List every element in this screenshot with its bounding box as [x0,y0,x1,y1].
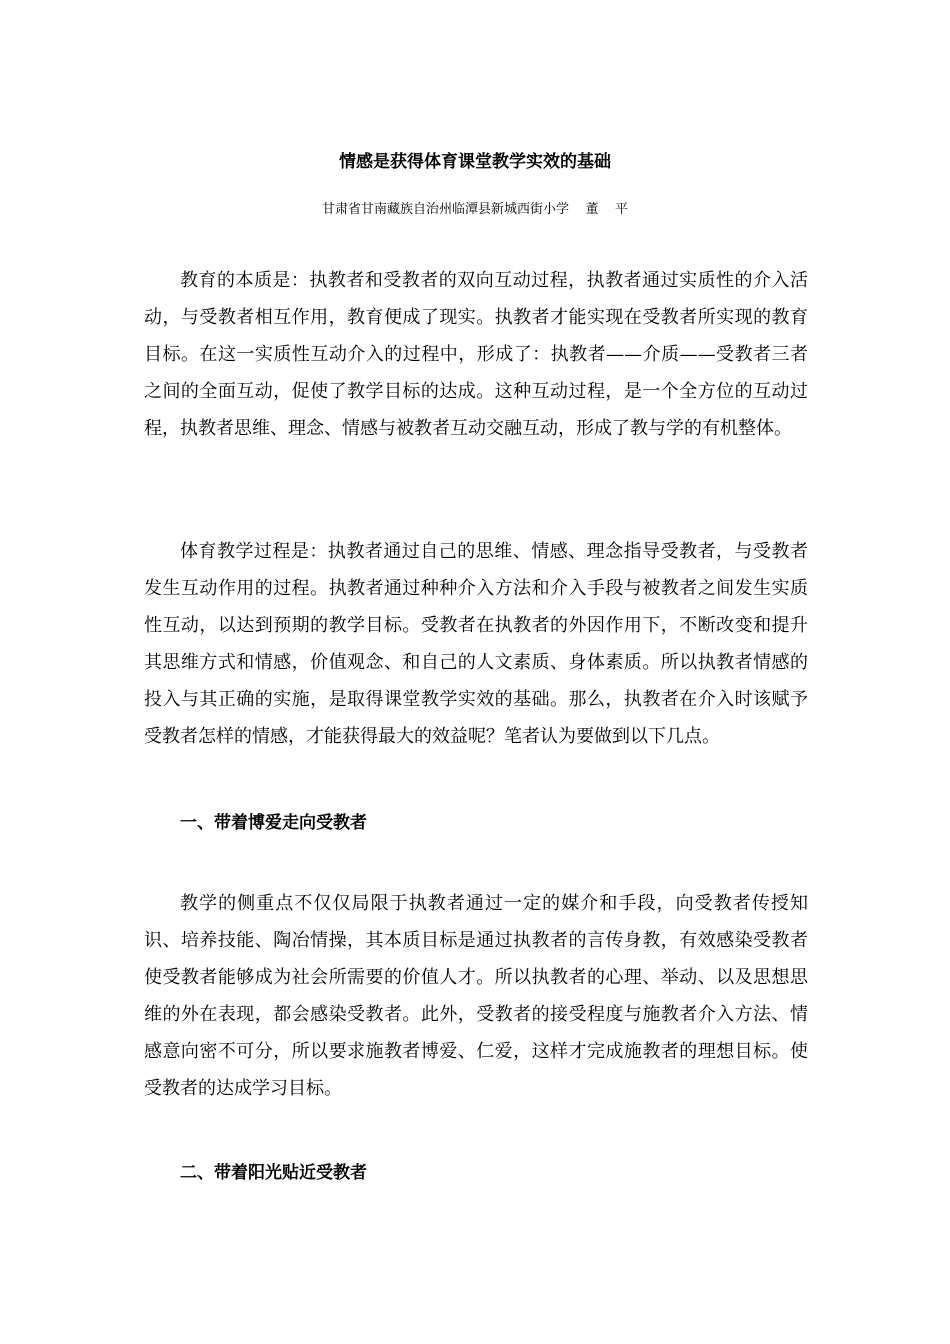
paragraph-3: 教学的侧重点不仅仅局限于执教者通过一定的媒介和手段，向受教者传授知识、培养技能、陶冶情操，其本质目标是通过执教者的言传身教，有效感染受教者使受教者能够成为社会所需要的价值人才。所以执教者的心理、举动、以及思想思维的外在表现，都会感染受教者。此外，受教者的接受程度与施教者介入方法、情感意向密不可分，所以要求施教者博爱、仁爱，这样才完成施教者的理想目标。使受教者的达成学习目标。 [144,893,808,1099]
document-title: 情感是获得体育课堂教学实效的基础 [339,152,611,172]
author-byline: 甘肃省甘南藏族自治州临潭县新城西街小学 董 平 [321,202,629,217]
paragraph-1: 教育的本质是：执教者和受教者的双向互动过程，执教者通过实质性的介入活动，与受教者相互作用，教育便成了现实。执教者才能实现在受教者所实现的教育目标。在这一实质性互动介入的过程中，形成了：执教者——介质——受教者三者之间的全面互动，促使了教学目标的达成。这种互动过程，是一个全方位的互动过程，执教者思维、理念、情感与被教者互动交融互动，形成了教与学的有机整体。 [144,270,808,439]
section-heading-2: 二、带着阳光贴近受教者 [180,1163,367,1183]
section-heading-1: 一、带着博爱走向受教者 [180,813,367,833]
paragraph-2: 体育教学过程是：执教者通过自己的思维、情感、理念指导受教者，与受教者发生互动作用的过程。执教者通过种种介入方法和介入手段与被教者之间发生实质性互动，以达到预期的教学目标。受教者在执教者的外因作用下，不断改变和提升其思维方式和情感，价值观念、和自己的人文素质、身体素质。所以执教者情感的投入与其正确的实施，是取得课堂教学实效的基础。那么，执教者在介入时该赋予受教者怎样的情感，才能获得最大的效益呢？笔者认为要做到以下几点。 [144,541,808,747]
